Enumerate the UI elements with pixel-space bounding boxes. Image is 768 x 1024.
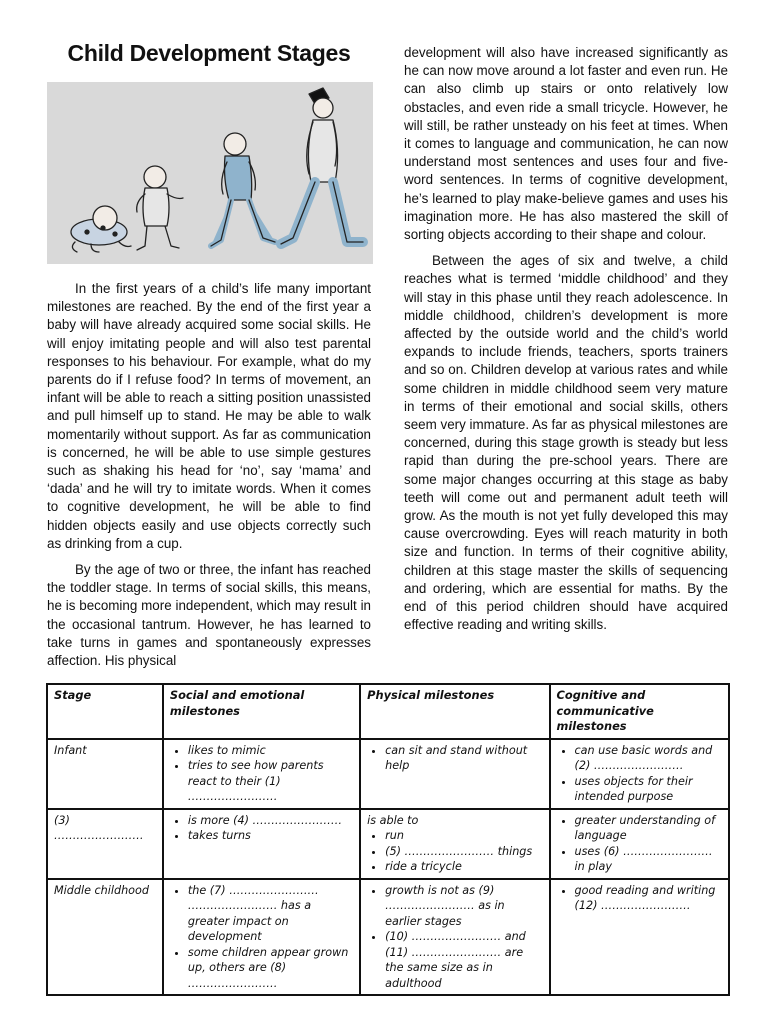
table-header: Physical milestones: [360, 684, 549, 739]
toddler-figure: [137, 166, 183, 250]
milestones-table: [46, 683, 730, 996]
physical-cell: [360, 809, 549, 879]
list-item: • ride a tricycle: [385, 859, 542, 875]
child-figure: [211, 133, 275, 246]
table-row: [47, 879, 729, 996]
list-item: • can use basic words and (2) ……………………: [575, 743, 722, 774]
list-item: • (10) …………………… and (11) …………………… are the same size as in adulthood: [385, 929, 542, 991]
paragraph: By the age of two or three, the infant has reached the toddler stage. In terms of social skills, this means, he is becoming more independent, which may result in the occasional tantrum. However, he has learned to take turns in games and spontaneously expresses affection. His physical: [47, 562, 371, 669]
left-text-column: [47, 280, 371, 678]
stage-cell: Infant: [47, 739, 163, 809]
page-title: Child Development Stages: [67, 40, 351, 66]
social-cell: [163, 739, 360, 809]
adult-figure: [281, 88, 363, 244]
list-item: • is more (4) ……………………: [188, 813, 353, 829]
list-item: • can sit and stand without help: [385, 743, 542, 774]
list-item: • uses objects for their intended purpose: [575, 774, 722, 805]
baby-figure: [71, 206, 131, 252]
list-item: • likes to mimic: [188, 743, 353, 759]
paragraph: Between the ages of six and twelve, a child reaches what is termed ‘middle childhood’ and they will stay in this phase until they reach adolescence. In middle childhood, children’s development is more affected by the outside world and the child’s world expands to include friends, teachers, sports trainers and so on. Children develop at various rates and while some children in middle childhood seem very mature in terms of their emotional and social skills, others seem very immature. As far as physical milestones are concerned, during this stage growth is steady but less rapid than during the pre-school years. There are some major changes occurring at this stage as baby teeth will come out and permanent adult teeth will grow. As the mouth is not yet fully developed this may cause overcrowding. Eyes will reach maturity in both size and function. In terms of their cognitive ability, children at this stage master the skills of sequencing and ordering, which are essential for maths. By the end of this period children should have acquired effective reading and writing skills.: [404, 253, 728, 633]
right-text-column: [404, 44, 728, 643]
list-item: • good reading and writing (12) ……………………: [575, 883, 722, 914]
list-item: • growth is not as (9) …………………… as in earlier stages: [385, 883, 542, 930]
list-item: • uses (6) …………………… in play: [575, 844, 722, 875]
cognitive-cell: [550, 879, 729, 996]
table-header: Stage: [47, 684, 163, 739]
table-row: [47, 739, 729, 809]
table-row: [47, 809, 729, 879]
list-item: • some children appear grown up, others are (8) ……………………: [188, 945, 353, 992]
physical-cell: [360, 879, 549, 996]
growth-figures-image: [47, 82, 373, 264]
social-cell: [163, 879, 360, 996]
table-header-row: [47, 684, 729, 739]
social-cell: [163, 809, 360, 879]
list-item: • (5) …………………… things: [385, 844, 542, 860]
list-item: • greater understanding of language: [575, 813, 722, 844]
table-header: Social and emotional milestones: [163, 684, 360, 739]
list-item: • takes turns: [188, 828, 353, 844]
list-item: • the (7) …………………… …………………… has a greater impact on development: [188, 883, 353, 945]
table-header: Cognitive and communicative milestones: [550, 684, 729, 739]
development-illustration: [47, 82, 373, 264]
stage-cell: Middle childhood: [47, 879, 163, 996]
stage-cell: (3) ……………………: [47, 809, 163, 879]
physical-intro: is able to: [367, 813, 419, 827]
paragraph: development will also have increased significantly as he can now move around a lot faster and even run. He can also climb up stairs or onto relatively low obstacles, and even ride a small tricycle. However, he will still, be rather unsteady on his feet at times. When it comes to language and communication, he can now understand most sentences and uses four and five-word sentences. In terms of cognitive development, he’s learned to play make-believe games and uses his imagination more. He has also mastered the skill of sorting objects according to their shape and colour.: [404, 45, 728, 243]
list-item: • tries to see how parents react to their (1) ……………………: [188, 758, 353, 805]
cognitive-cell: [550, 809, 729, 879]
list-item: • run: [385, 828, 542, 844]
paragraph: In the first years of a child’s life many important milestones are reached. By the end of the first year a baby will have already acquired some social skills. He will enjoy imitating people and will also test parental responses to his behaviour. For example, what do my parents do if I refuse food? In terms of movement, an infant will be able to reach a sitting position unassisted and pull himself up to stand. He may be able to walk momentarily without support. As far as communication is concerned, he will be able to use simple gestures such as shaking his head for ‘no’, say ‘mama’ and ‘dada’ and he will try to imitate words. When it comes to cognitive development, he will be able to find hidden objects easily and use objects correctly such as drinking from a cup.: [47, 281, 371, 551]
physical-cell: [360, 739, 549, 809]
cognitive-cell: [550, 739, 729, 809]
